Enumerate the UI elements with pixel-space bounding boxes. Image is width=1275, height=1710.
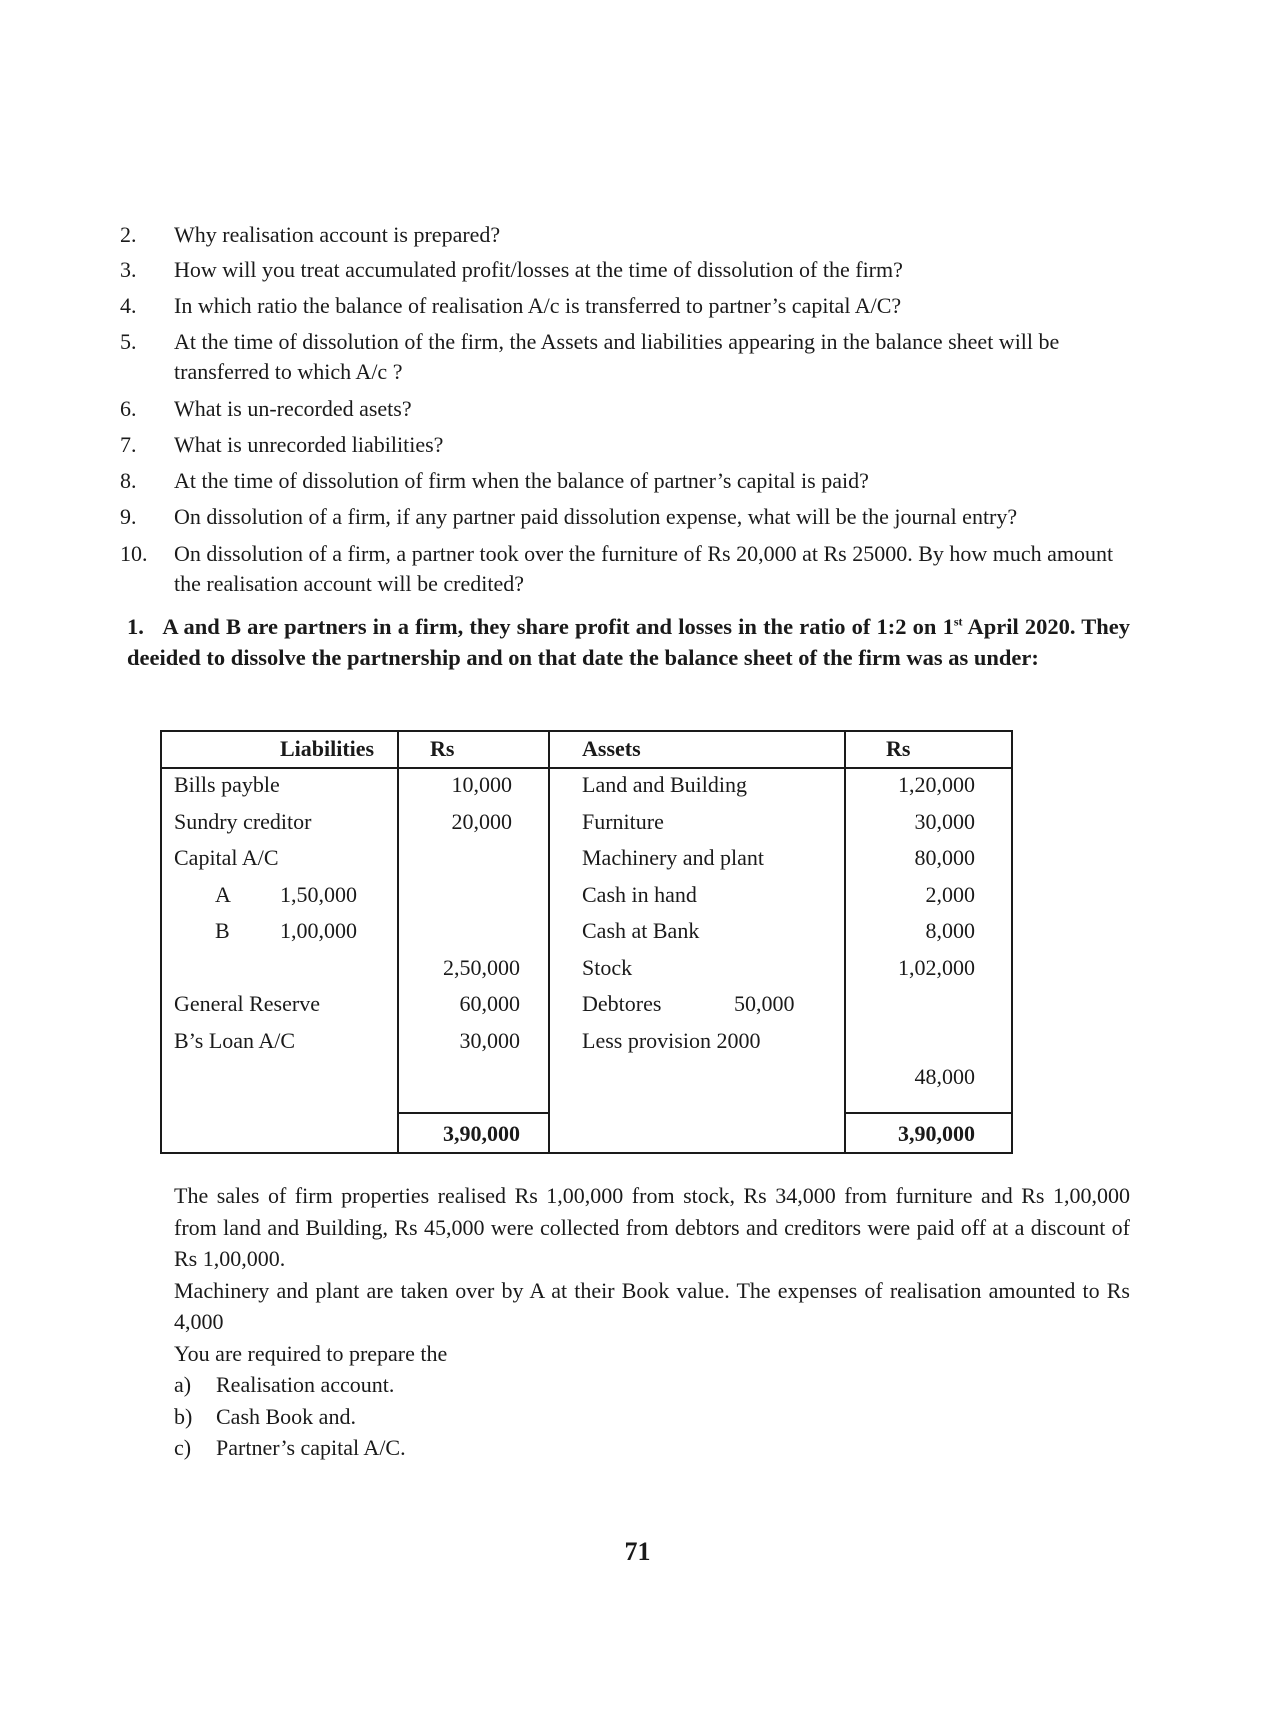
problem-statement <box>127 612 1130 673</box>
general-reserve-amount: 60,000 <box>459 991 520 1016</box>
machinery-amount: 80,000 <box>914 845 975 870</box>
liabilities-total-rule <box>397 1112 550 1114</box>
question-text: On dissolution of a firm, a partner took over the furniture of Rs 20,000 at Rs 25000. By how much amount the realisation account will be credited? <box>174 541 1114 596</box>
notes-paragraph-1: The sales of firm properties realised Rs 1,00,000 from stock, Rs 34,000 from furniture and Rs 1,00,000 from land and Building, Rs 45,000 were collected from debtors and creditors were paid off at a discount of Rs 1,00,000. <box>174 1183 1130 1271</box>
question-text: Why realisation account is prepared? <box>174 222 501 247</box>
capital-b-amount: 1,00,000 <box>280 918 357 943</box>
question-text: At the time of dissolution of firm when the balance of partner’s capital is paid? <box>174 468 869 493</box>
table-header-border <box>160 767 1013 769</box>
capital-a-amount: 1,50,000 <box>280 882 357 907</box>
table-divider-3 <box>844 730 846 1154</box>
less-provision-label: Less provision 2000 <box>582 1028 761 1053</box>
list-item-label: c) <box>174 1435 192 1460</box>
question-8 <box>120 466 1130 496</box>
liabilities-total: 3,90,000 <box>443 1121 520 1146</box>
capital-label: Capital A/C <box>174 845 279 870</box>
problem-number: 1. <box>127 614 144 639</box>
question-3 <box>120 255 1130 285</box>
question-text: On dissolution of a firm, if any partner paid dissolution expense, what will be the journal entry? <box>174 504 1018 529</box>
assets-total: 3,90,000 <box>898 1121 975 1146</box>
problem-text-start: A and B are partners in a firm, they share profit and losses in the ratio of 1:2 on 1 <box>162 614 954 639</box>
stock-label: Stock <box>582 955 633 980</box>
question-4 <box>120 291 1130 321</box>
question-text: How will you treat accumulated profit/losses at the time of dissolution of the firm? <box>174 257 903 282</box>
question-5 <box>120 327 1130 387</box>
general-reserve-label: General Reserve <box>174 991 320 1016</box>
cash-bank-amount: 8,000 <box>925 918 975 943</box>
question-number: 5. <box>120 329 137 354</box>
table-bottom-border <box>160 1152 1013 1154</box>
list-item <box>174 1369 1130 1401</box>
question-text: In which ratio the balance of realisation A/c is transferred to partner’s capital A/C? <box>174 293 902 318</box>
furniture-amount: 30,000 <box>914 809 975 834</box>
list-item-label: a) <box>174 1372 192 1397</box>
sundry-creditor-label: Sundry creditor <box>174 809 312 834</box>
question-text: What is unrecorded liabilities? <box>174 432 444 457</box>
sundry-creditor-amount: 20,000 <box>451 809 512 834</box>
question-9 <box>120 502 1130 532</box>
problem-superscript: st <box>953 614 963 629</box>
b-loan-amount: 30,000 <box>459 1028 520 1053</box>
cash-hand-label: Cash in hand <box>582 882 697 907</box>
table-divider-1 <box>397 730 399 1154</box>
question-number: 7. <box>120 432 137 457</box>
land-building-label: Land and Building <box>582 772 747 797</box>
notes-paragraph-2: Machinery and plant are taken over by A at their Book value. The expenses of realisation amounted to Rs 4,000 <box>174 1277 1130 1334</box>
problem-notes <box>174 1180 1130 1464</box>
bills-payable-amount: 10,000 <box>451 772 512 797</box>
list-item-text: Realisation account. <box>216 1372 395 1397</box>
table-left-border <box>160 730 162 1154</box>
furniture-label: Furniture <box>582 809 664 834</box>
question-number: 8. <box>120 468 137 493</box>
debtors-label: Debtores <box>582 991 662 1016</box>
question-number: 6. <box>120 396 137 421</box>
question-7 <box>120 430 1130 460</box>
question-number: 4. <box>120 293 137 318</box>
table-divider-2 <box>548 730 550 1154</box>
land-building-amount: 1,20,000 <box>898 772 975 797</box>
list-item <box>174 1432 1130 1464</box>
list-item-text: Cash Book and. <box>216 1403 356 1429</box>
question-10 <box>120 539 1130 599</box>
header-rs-liabilities: Rs <box>430 736 455 761</box>
question-number: 10. <box>120 541 148 566</box>
header-assets: Assets <box>582 736 641 761</box>
table-top-border <box>160 730 1013 732</box>
cash-bank-label: Cash at Bank <box>582 918 700 943</box>
capital-b-label: B <box>215 918 230 943</box>
list-item-text: Partner’s capital A/C. <box>216 1435 406 1460</box>
cash-hand-amount: 2,000 <box>925 882 975 907</box>
question-6 <box>120 394 1130 424</box>
net-debtors-amount: 48,000 <box>914 1064 975 1089</box>
question-2 <box>120 220 1130 250</box>
table-right-border <box>1011 730 1013 1154</box>
b-loan-label: B’s Loan A/C <box>174 1028 296 1053</box>
header-liabilities: Liabilities <box>280 736 375 761</box>
stock-amount: 1,02,000 <box>898 955 975 980</box>
assets-total-rule <box>844 1112 1013 1114</box>
question-text: What is un-recorded asets? <box>174 396 412 421</box>
problem-text-end: April 2020. They deeided to dissolve the partnership and on that date the balance sheet of the firm was as under: <box>127 614 1131 670</box>
balance-sheet-table <box>160 730 1013 1154</box>
list-item-label: b) <box>174 1403 193 1429</box>
list-item <box>174 1401 1130 1433</box>
capital-a-label: A <box>215 882 231 907</box>
question-number: 2. <box>120 222 137 247</box>
machinery-label: Machinery and plant <box>582 845 765 870</box>
notes-paragraph-3: You are required to prepare the <box>174 1340 448 1366</box>
question-number: 3. <box>120 257 137 282</box>
question-text: At the time of dissolution of the firm, the Assets and liabilities appearing in the balance sheet will be transferred to which A/c ? <box>174 329 1060 384</box>
debtors-amount: 50,000 <box>734 991 795 1016</box>
page-number: 71 <box>624 1537 651 1566</box>
capital-total-amount: 2,50,000 <box>443 955 520 980</box>
bills-payable-label: Bills payble <box>174 772 280 797</box>
question-number: 9. <box>120 504 137 529</box>
header-rs-assets: Rs <box>886 736 911 761</box>
